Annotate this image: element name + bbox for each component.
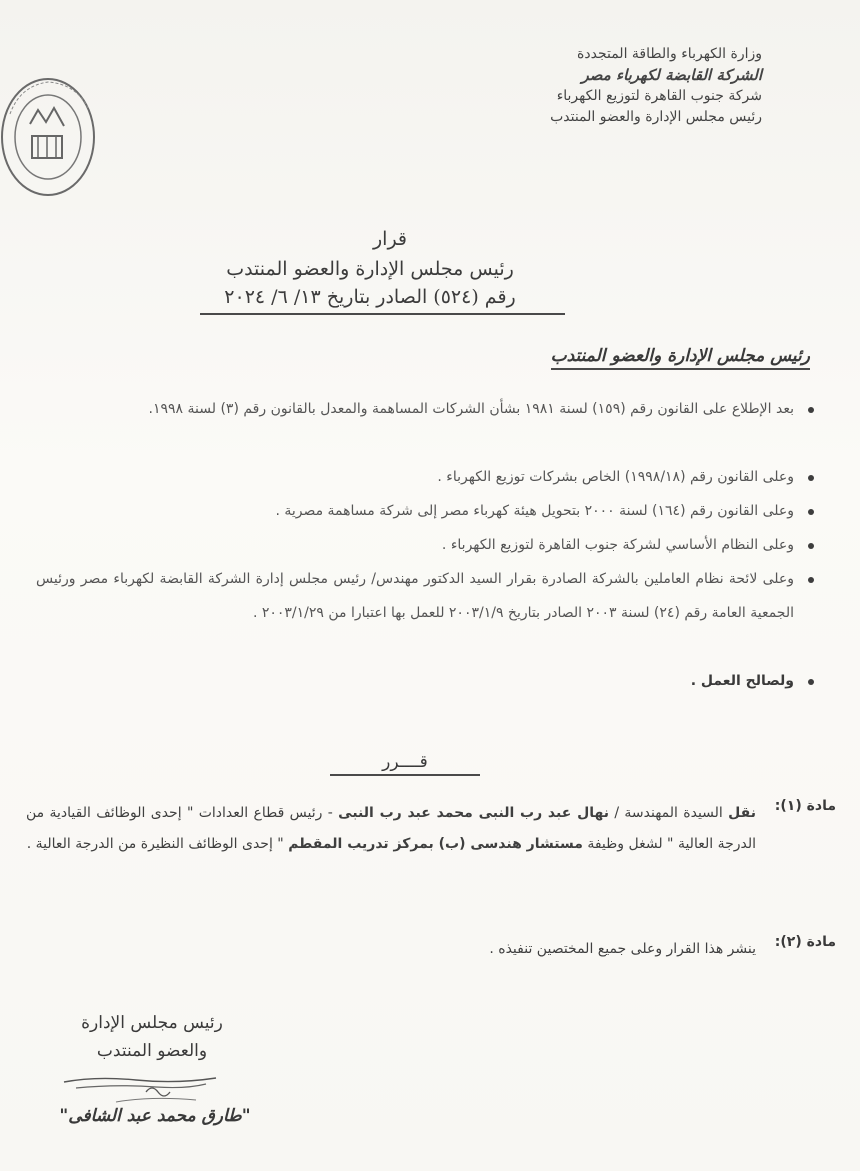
recitals-list: [36, 392, 818, 698]
office-name: رئيس مجلس الإدارة والعضو المنتدب: [550, 109, 762, 125]
title-underline: [200, 313, 565, 315]
recital-item: ولصالح العمل .: [36, 664, 818, 698]
article-1-text-3: " إحدى الوظائف النظيرة من الدرجة العالية .: [26, 836, 289, 852]
article-2-label: مادة (٢):: [774, 934, 836, 950]
article-2: [24, 934, 836, 968]
article-1: [24, 798, 836, 898]
signature-title-line-1: رئيس مجلس الإدارة: [81, 1013, 223, 1033]
company-seal-icon: [0, 74, 100, 200]
recital-item: وعلى النظام الأساسي لشركة جنوب القاهرة لتوزيع الكهرباء .: [36, 528, 818, 562]
handwritten-signature-icon: [56, 1062, 226, 1112]
signature-title-line-2: والعضو المنتدب: [96, 1041, 208, 1061]
recital-item: بعد الإطلاع على القانون رقم (١٥٩) لسنة ١٩٨١ بشأن الشركات المساهمة والمعدل بالقانون رقم (٣) لسنة ١٩٩٨.: [36, 392, 818, 460]
title-issuer: رئيس مجلس الإدارة والعضو المنتدب: [226, 258, 514, 280]
decides-heading: قــــرر: [330, 752, 480, 776]
article-1-text-2: - رئيس قطاع العدادات " إحدى الوظائف القيادية من الدرجة العالية " لشغل وظيفة: [26, 805, 756, 852]
ministry-name: وزارة الكهرباء والطاقة المتجددة: [577, 46, 762, 62]
company-seal: [0, 74, 100, 200]
recital-item: وعلى لائحة نظام العاملين بالشركة الصادرة بقرار السيد الدكتور مهندس/ رئيس مجلس إدارة الشركة القابضة لكهرباء مصر ورئيس الجمعية العامة رقم (٢٤) لسنة ٢٠٠٣ الصادر بتاريخ ٢٠٠٣/١/٩ للعمل بها اعتبارا من ٢٠٠٣/١/٢٩ .: [36, 562, 818, 664]
title-word: قرار: [372, 228, 408, 250]
signature-title: [52, 1009, 252, 1065]
article-1-body: [26, 798, 756, 860]
recital-item: وعلى القانون رقم (١٦٤) لسنة ٢٠٠٠ بتحويل هيئة كهرباء مصر إلى شركة مساهمة مصرية .: [36, 494, 818, 528]
recital-item: وعلى القانون رقم (١٩٩٨/١٨) الخاص بشركات توزيع الكهرباء .: [36, 460, 818, 494]
letterhead: [462, 44, 762, 128]
article-2-body: ينشر هذا القرار وعلى جميع المختصين تنفيذه .: [489, 941, 756, 957]
company-name: شركة جنوب القاهرة لتوزيع الكهرباء: [556, 88, 762, 104]
employee-name: نهال عبد رب النبى محمد عبد رب النبى: [338, 805, 609, 821]
preamble-heading: رئيس مجلس الإدارة والعضو المنتدب: [551, 346, 810, 370]
holding-company-name: الشركة القابضة لكهرباء مصر: [581, 66, 762, 84]
article-1-text: السيدة المهندسة /: [608, 805, 729, 821]
signatory-name: "طارق محمد عبد الشافى": [59, 1106, 251, 1126]
article-1-lead: نقل: [728, 805, 756, 821]
article-1-label: مادة (١):: [774, 798, 836, 814]
title-number-date: رقم (٥٢٤) الصادر بتاريخ ١٣/ ٦/ ٢٠٢٤: [224, 286, 516, 308]
new-position: مستشار هندسى (ب) بمركز تدريب المقطم: [288, 836, 583, 852]
